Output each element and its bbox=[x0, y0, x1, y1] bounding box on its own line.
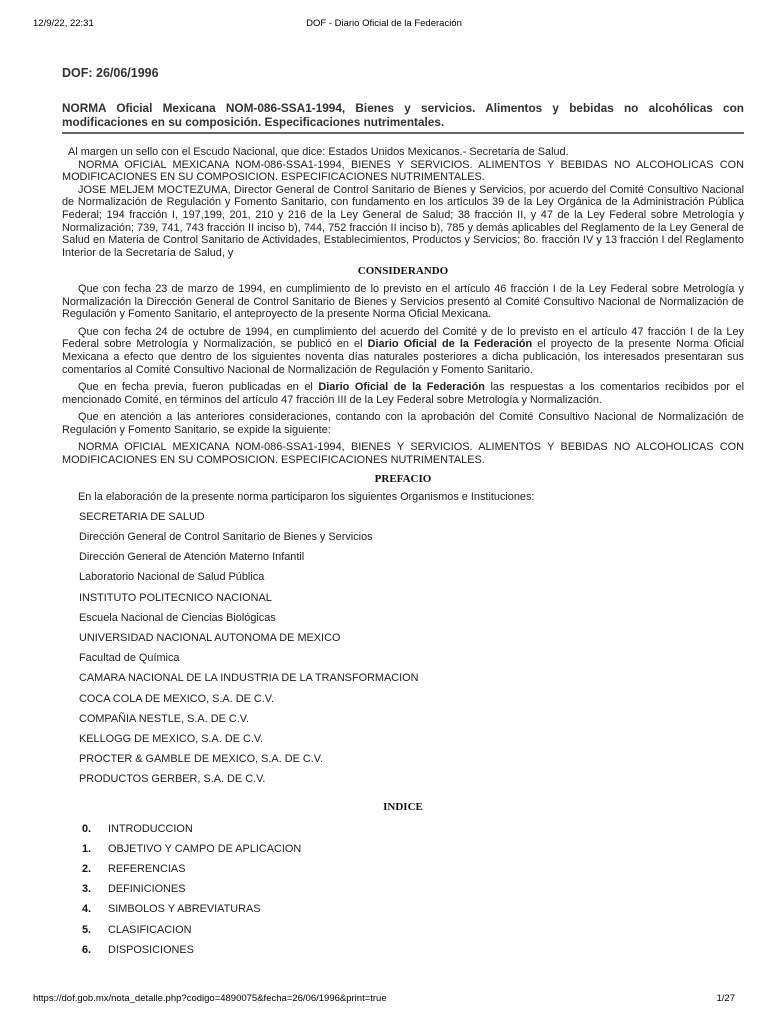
considerando-heading: CONSIDERANDO bbox=[357, 265, 449, 278]
list-item: PROCTER & GAMBLE DE MEXICO, S.A. DE C.V. bbox=[79, 753, 324, 766]
considerando-paragraph-3: Que en fecha previa, fueron publicadas en el Diario Oficial de la Federación las respuestas a los comentarios recibidos por el mencionado Comité, en términos del artículo 47 fracción III de la Ley Federal sobre Metrología y Normalización. bbox=[62, 381, 744, 406]
index-label: REFERENCIAS bbox=[108, 863, 186, 876]
prefacio-heading: PREFACIO bbox=[374, 472, 432, 485]
list-item: Laboratorio Nacional de Salud Pública bbox=[79, 571, 265, 584]
list-item: UNIVERSIDAD NACIONAL AUTONOMA DE MEXICO bbox=[79, 631, 341, 644]
source-url-link[interactable]: https://dof.gob.mx/nota_detalle.php?codigo=4890075&fecha=26/06/1996&print=true bbox=[33, 993, 387, 1004]
prefacio-intro: En la elaboración de la presente norma participaron los siguientes Organismos e Instituciones: bbox=[78, 491, 535, 504]
index-label: DEFINICIONES bbox=[108, 883, 186, 896]
index-label: SIMBOLOS Y ABREVIATURAS bbox=[108, 903, 261, 916]
list-item: SECRETARIA DE SALUD bbox=[79, 510, 205, 523]
index-number: 1. bbox=[82, 843, 92, 856]
indice-heading: INDICE bbox=[383, 801, 423, 814]
index-label: OBJETIVO Y CAMPO DE APLICACION bbox=[108, 843, 302, 856]
index-label: DISPOSICIONES bbox=[108, 943, 194, 956]
index-item bbox=[82, 903, 744, 923]
index-number: 3. bbox=[82, 883, 92, 896]
index-item bbox=[82, 883, 744, 903]
considerando-paragraph-2: Que con fecha 24 de octubre de 1994, en cumplimiento del acuerdo del Comité y de lo previsto en el artículo 47 fracción I de la Ley Federal sobre Metrología y Normalización, se publicó en el Diario Oficial de la Federación el proyecto de la presente Norma Oficial Mexicana a efecto que dentro de los siguientes noventa días naturales posteriores a dicha publicación, los interesados presentaran sus comentarios al Comité Consultivo Nacional de Normalización de Regulación y Fomento Sanitario. bbox=[62, 325, 744, 376]
considerando-paragraph-5: NORMA OFICIAL MEXICANA NOM-086-SSA1-1994, BIENES Y SERVICIOS. ALIMENTOS Y BEBIDAS NO ALCOHOLICAS CON MODIFICACIONES EN SU COMPOSICION. ESPECIFICACIONES NUTRIMENTALES. bbox=[62, 441, 744, 467]
index-list bbox=[62, 823, 744, 964]
list-item: COCA COLA DE MEXICO, S.A. DE C.V. bbox=[79, 692, 275, 705]
organization-list bbox=[62, 511, 744, 794]
dof-date: DOF: 26/06/1996 bbox=[62, 66, 159, 80]
considerando-paragraph-1: Que con fecha 23 de marzo de 1994, en cumplimiento de lo previsto en el artículo 46 fracción I de la Ley Federal sobre Metrología y Normalización la Dirección General de Control Sanitario de Bienes y Servicios presentó al Comité Consultivo Nacional de Normalización de Regulación y Fomento Sanitario, el anteproyecto de la presente Norma Oficial Mexicana. bbox=[62, 282, 744, 321]
print-datetime: 12/9/22, 22:31 bbox=[33, 18, 94, 29]
print-footer bbox=[0, 993, 768, 1007]
list-item: Dirección General de Atención Materno Infantil bbox=[79, 551, 305, 564]
index-label: CLASIFICACION bbox=[108, 923, 192, 936]
index-number: 4. bbox=[82, 903, 92, 916]
diario-oficial-bold: Diario Oficial de la Federación bbox=[318, 381, 485, 394]
document-body bbox=[62, 66, 744, 964]
considerando-paragraph-4: Que en atención a las anteriores consideraciones, contando con la aprobación del Comité Consultivo Nacional de Normalización de Regulación y Fomento Sanitario, se expide la siguiente: bbox=[62, 411, 744, 436]
list-item: CAMARA NACIONAL DE LA INDUSTRIA DE LA TRANSFORMACION bbox=[79, 672, 419, 685]
intro-paragraph-seal: Al margen un sello con el Escudo Nacional, que dice: Estados Unidos Mexicanos.- Secretaría de Salud. bbox=[68, 146, 569, 158]
index-item bbox=[82, 944, 744, 964]
index-item bbox=[82, 924, 744, 944]
list-item: Escuela Nacional de Ciencias Biológicas bbox=[79, 611, 276, 624]
page-number: 1/27 bbox=[716, 993, 735, 1004]
index-item bbox=[82, 823, 744, 843]
index-number: 0. bbox=[82, 823, 92, 836]
norm-title: NORMA Oficial Mexicana NOM-086-SSA1-1994, Bienes y servicios. Alimentos y bebidas no alcohólicas con modificaciones en su composición. Especificaciones nutrimentales. bbox=[62, 101, 744, 134]
list-item: Facultad de Química bbox=[79, 652, 180, 665]
list-item: PRODUCTOS GERBER, S.A. DE C.V. bbox=[79, 773, 266, 786]
index-item bbox=[82, 863, 744, 883]
print-header bbox=[0, 18, 768, 32]
document-text bbox=[62, 146, 744, 964]
list-item: COMPAÑIA NESTLE, S.A. DE C.V. bbox=[79, 712, 250, 725]
intro-paragraph-authority: JOSE MELJEM MOCTEZUMA, Director General de Control Sanitario de Bienes y Servicios, por acuerdo del Comité Consultivo Nacional de Normalización de Regulación y Fomento Sanitario, con fundamento en los artículos 39 de la Ley Orgánica de la Administración Pública Federal; 194 fracción I, 197,199, 201, 210 y 216 de la Ley General de Salud; 38 fracción II, y 47 de la Ley Federal sobre Metrología y Normalización; 739, 741, 743 fracción II inciso b), 744, 752 fracción II inciso b), 785 y demás aplicables del Reglamento de la Ley General de Salud en Materia de Control Sanitario de Actividades, Establecimientos, Productos y Servicios; 8o. fracción IV y 13 fracción I del Reglamento Interior de la Secretaría de Salud, y bbox=[62, 183, 744, 259]
index-number: 5. bbox=[82, 923, 92, 936]
list-item: INSTITUTO POLITECNICO NACIONAL bbox=[79, 591, 272, 604]
list-item: KELLOGG DE MEXICO, S.A. DE C.V. bbox=[79, 732, 264, 745]
intro-paragraph-norm-name: NORMA OFICIAL MEXICANA NOM-086-SSA1-1994, BIENES Y SERVICIOS. ALIMENTOS Y BEBIDAS NO ALCOHOLICAS CON MODIFICACIONES EN SU COMPOSICION. ESPECIFICACIONES NUTRIMENTALES. bbox=[62, 158, 744, 184]
index-label: INTRODUCCION bbox=[108, 823, 193, 836]
index-item bbox=[82, 843, 744, 863]
index-number: 2. bbox=[82, 863, 92, 876]
list-item: Dirección General de Control Sanitario de Bienes y Servicios bbox=[79, 531, 373, 544]
print-page-title: DOF - Diario Oficial de la Federación bbox=[306, 18, 462, 29]
index-number: 6. bbox=[82, 943, 92, 956]
diario-oficial-bold: Diario Oficial de la Federación bbox=[367, 338, 533, 351]
